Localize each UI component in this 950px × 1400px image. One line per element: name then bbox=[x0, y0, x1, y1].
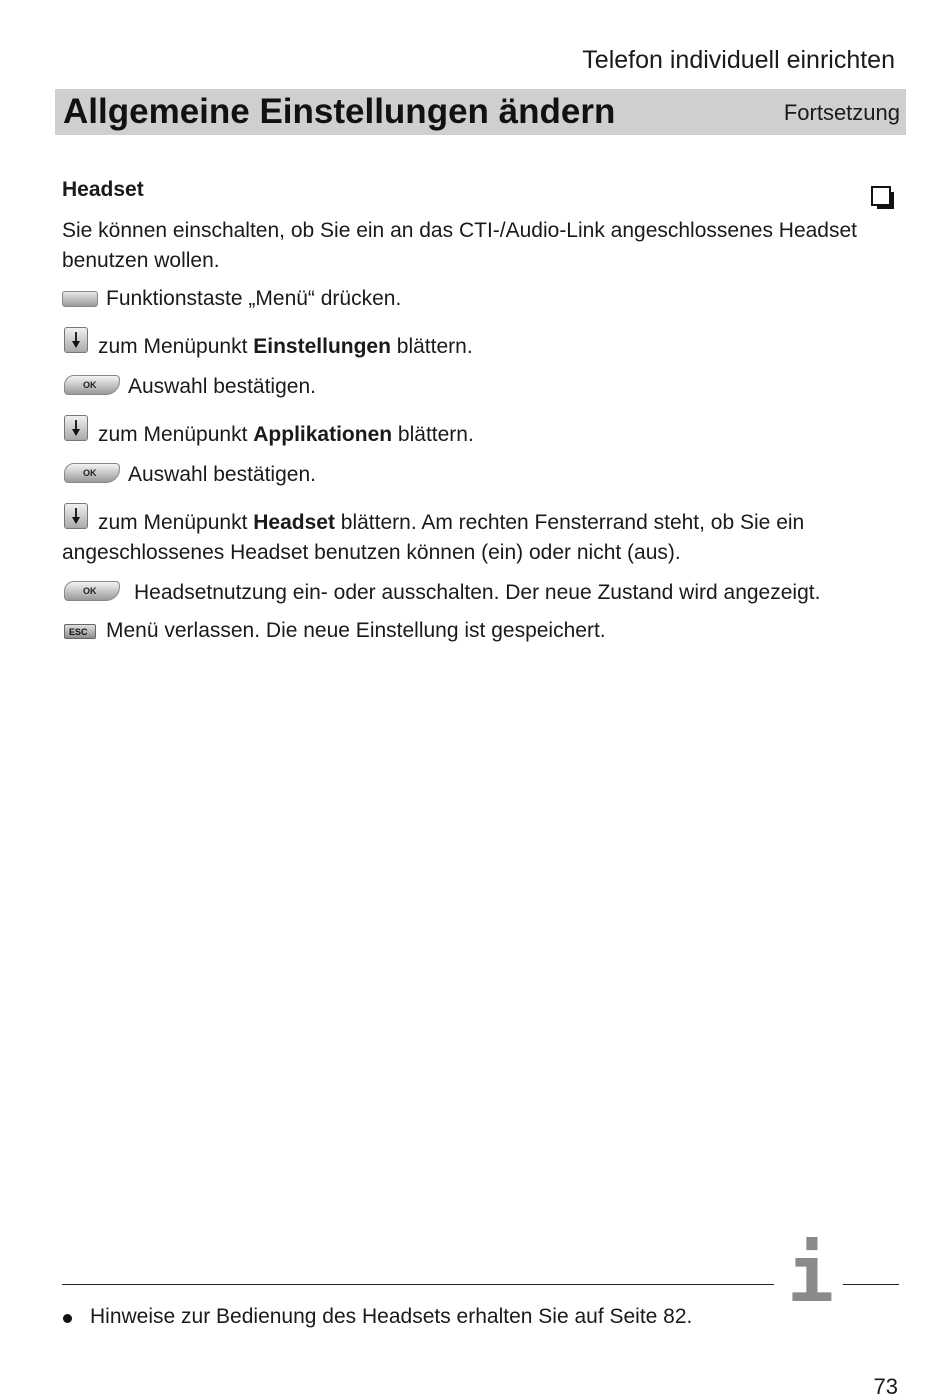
ok-key-icon: OK bbox=[64, 463, 120, 483]
step-text: Auswahl bestätigen. bbox=[128, 463, 316, 486]
menu-key-icon bbox=[62, 291, 98, 307]
step-text: Auswahl bestätigen. bbox=[128, 375, 316, 398]
scroll-down-key-icon bbox=[64, 415, 88, 441]
step-text: zum Menüpunkt Applikationen blättern. bbox=[98, 423, 474, 446]
info-icon: i bbox=[787, 1230, 834, 1320]
page-title: Allgemeine Einstellungen ändern bbox=[63, 92, 616, 131]
note-text: Hinweise zur Bedienung des Headsets erhalten Sie auf Seite 82. bbox=[90, 1305, 693, 1328]
continued-label: Fortsetzung bbox=[783, 100, 900, 125]
step-text: Menü verlassen. Die neue Einstellung ist gespeichert. bbox=[106, 619, 606, 642]
step-text: zum Menüpunkt Headset blättern. Am rechten Fensterrand steht, ob Sie ein bbox=[98, 511, 805, 534]
chapter-header: Telefon individuell einrichten bbox=[582, 46, 895, 74]
note-divider bbox=[62, 1284, 774, 1285]
page-number: 73 bbox=[873, 1374, 898, 1399]
section-title: Headset bbox=[62, 178, 144, 201]
scroll-down-key-icon bbox=[64, 327, 88, 353]
step-text: Headsetnutzung ein- oder ausschalten. Der neue Zustand wird angezeigt. bbox=[134, 581, 821, 604]
esc-key-icon: ESC bbox=[64, 624, 96, 639]
section-intro: Sie können einschalten, ob Sie ein an das CTI-/Audio-Link angeschlossenes Headset benutzen wollen. bbox=[62, 219, 857, 272]
step-text-continued: angeschlossenes Headset benutzen können (ein) oder nicht (aus). bbox=[62, 541, 681, 564]
bullet bbox=[63, 1314, 72, 1323]
ok-key-icon: OK bbox=[64, 375, 120, 395]
checkbox-icon bbox=[871, 186, 891, 206]
step-text: zum Menüpunkt Einstellungen blättern. bbox=[98, 335, 473, 358]
note-divider bbox=[843, 1284, 899, 1285]
step-text: Funktionstaste „Menü“ drücken. bbox=[106, 287, 402, 310]
scroll-down-key-icon bbox=[64, 503, 88, 529]
ok-key-icon: OK bbox=[64, 581, 120, 601]
